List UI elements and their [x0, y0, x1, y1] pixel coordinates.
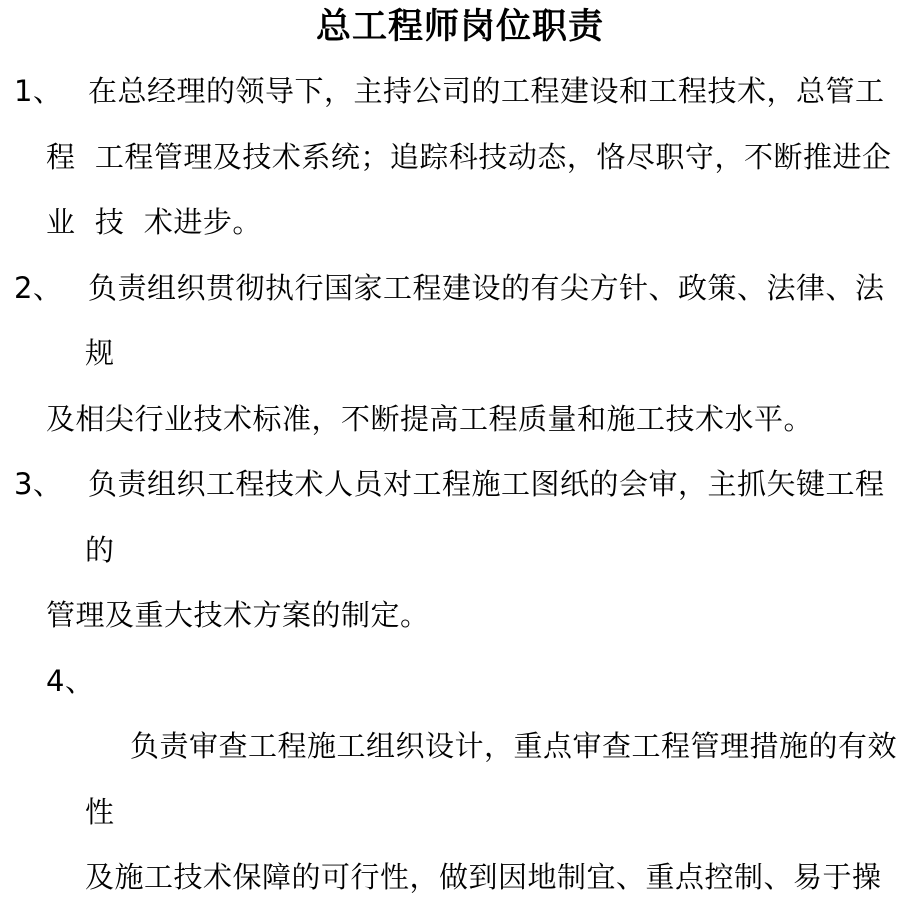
text-line: 程 工程管理及技术系统；追踪科技动态，恪尽职守，不断推进企 [46, 139, 892, 174]
text-line: 及相尖行业技术标准，不断提高工程质量和施工技术水平。 [46, 401, 814, 436]
text-line: 及施工技术保障的可行性，做到因地制宜、重点控制、易于操 [85, 860, 882, 894]
list-number: 3、 [14, 467, 63, 501]
text-line: 的 [85, 532, 115, 567]
text-line [0, 469, 920, 535]
text-line: 规 [85, 336, 115, 370]
text-line: 业 技 术进步。 [46, 205, 262, 239]
line-text: 在总经理的领导下，主持公司的工程建设和工程技术，总管工 [88, 74, 885, 108]
text-line [0, 270, 920, 339]
page-title: 总工程师岗位职责 [315, 7, 604, 47]
line-text: 负责组织贯彻执行国家工程建设的有尖方针、政策、法律、法 [88, 270, 885, 305]
text-line: 管理及重大技术方案的制定。 [46, 598, 430, 632]
line-text: 负责组织工程技术人员对工程施工图纸的会审，主抓矢键工程 [88, 467, 885, 501]
list-number: 2、 [14, 270, 63, 305]
document-lines [0, 76, 920, 920]
text-line: 性 [85, 794, 115, 829]
text-line: 负责审查工程施工组织设计，重点审查工程管理措施的有效 [130, 729, 898, 763]
list-number: 1、 [14, 74, 63, 108]
text-line [0, 76, 920, 142]
text-line: 4、 [46, 663, 95, 698]
